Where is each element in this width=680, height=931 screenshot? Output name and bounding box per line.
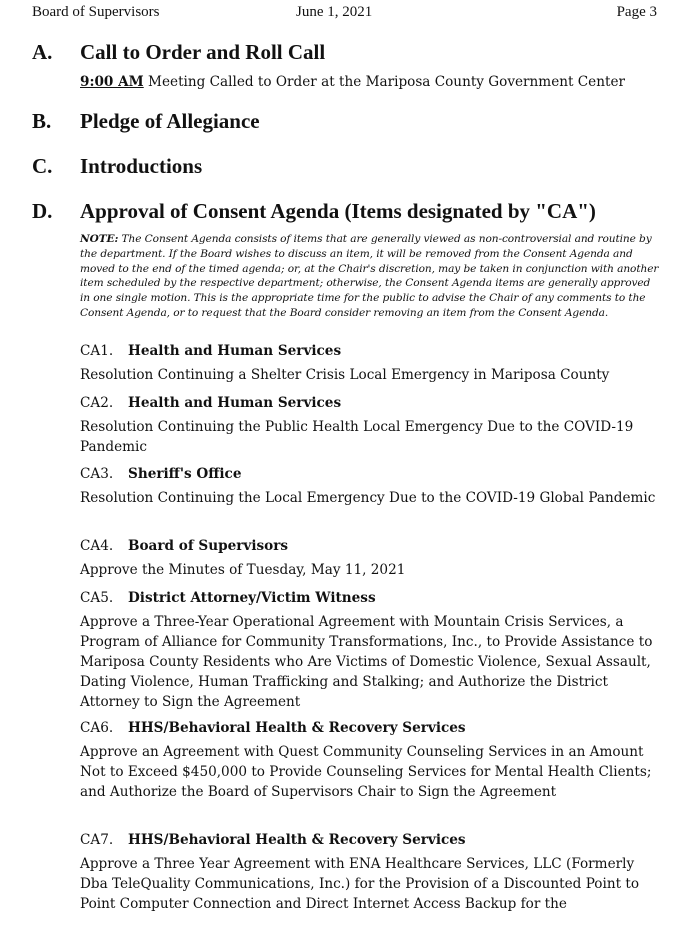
header-date: June 1, 2021 <box>296 4 373 20</box>
consent-agenda-note <box>80 232 660 321</box>
section-letter: B. <box>32 109 52 133</box>
item-department: Health and Human Services <box>128 343 342 359</box>
call-to-order-description: Meeting Called to Order at the Mariposa County Government Center <box>143 74 625 90</box>
page-header <box>32 4 657 24</box>
call-to-order-text <box>80 72 660 92</box>
item-number: CA2. <box>80 395 114 411</box>
agenda-item-heading <box>80 588 376 608</box>
meeting-time: 9:00 AM <box>80 74 144 90</box>
item-department: Sheriff's Office <box>128 466 242 482</box>
item-department: HHS/Behavioral Health & Recovery Services <box>128 832 466 848</box>
item-number: CA4. <box>80 538 114 554</box>
agenda-item-description: Approve a Three Year Agreement with ENA Healthcare Services, LLC (Formerly Dba TeleQuality Communications, Inc.) for the Provision of a Discounted Point to Point Computer Connection and Direct Internet Access Backup for the <box>80 856 640 912</box>
agenda-item-heading <box>80 536 288 556</box>
section-title: Call to Order and Roll Call <box>80 40 326 64</box>
section-letter: D. <box>32 199 53 223</box>
item-number: CA7. <box>80 832 114 848</box>
section-letter: C. <box>32 154 53 178</box>
item-number: CA6. <box>80 720 114 736</box>
header-board-name: Board of Supervisors <box>32 4 160 20</box>
item-department: HHS/Behavioral Health & Recovery Services <box>128 720 466 736</box>
agenda-item-description: Approve the Minutes of Tuesday, May 11, 2021 <box>80 562 406 578</box>
item-department: Health and Human Services <box>128 395 342 411</box>
section-title: Pledge of Allegiance <box>80 109 260 133</box>
agenda-item-heading <box>80 464 241 484</box>
agenda-item-description: Approve an Agreement with Quest Community Counseling Services in an Amount Not to Exceed $450,000 to Provide Counseling Services for Mental Health Clients; and Authorize the Board of Supervisors Chair to Sign the Agreement <box>80 744 652 800</box>
item-number: CA3. <box>80 466 114 482</box>
agenda-item-description: Resolution Continuing the Local Emergency Due to the COVID-19 Global Pandemic <box>80 490 656 506</box>
section-title: Approval of Consent Agenda (Items designated by "CA") <box>80 199 596 223</box>
header-page-number: Page 3 <box>616 4 657 20</box>
agenda-item-heading <box>80 341 341 361</box>
section-letter: A. <box>32 40 53 64</box>
section-title: Introductions <box>80 154 203 178</box>
agenda-item-heading <box>80 718 466 738</box>
agenda-item-description: Resolution Continuing a Shelter Crisis Local Emergency in Mariposa County <box>80 367 610 383</box>
agenda-item-description: Approve a Three-Year Operational Agreement with Mountain Crisis Services, a Program of Alliance for Community Transformations, Inc., to Provide Assistance to Mariposa County Residents who Are Victims of Domestic Violence, Sexual Assault, Dating Violence, Human Trafficking and Stalking; and Authorize the District Attorney to Sign the Agreement <box>80 614 653 710</box>
agenda-item-description: Resolution Continuing the Public Health Local Emergency Due to the COVID-19 Pandemic <box>80 419 634 455</box>
agenda-item-heading <box>80 830 466 850</box>
item-number: CA5. <box>80 590 114 606</box>
note-label: NOTE: <box>80 233 119 245</box>
agenda-item-heading <box>80 393 341 413</box>
item-department: Board of Supervisors <box>128 538 289 554</box>
item-number: CA1. <box>80 343 114 359</box>
item-department: District Attorney/Victim Witness <box>128 590 376 606</box>
note-text: The Consent Agenda consists of items that are generally viewed as non-controversial and routine by the department. If the Board wishes to discuss an item, it will be removed from the Consent Agenda and moved to the end of the timed agenda; or, at the Chair's discretion, may be taken in conjunction with another item scheduled by the respective department; otherwise, the Consent Agenda items are generally approved in one single motion. This is the appropriate time for the public to advise the Chair of any comments to the Consent Agenda, or to request that the Board consider removing an item from the Consent Agenda. <box>80 233 659 319</box>
